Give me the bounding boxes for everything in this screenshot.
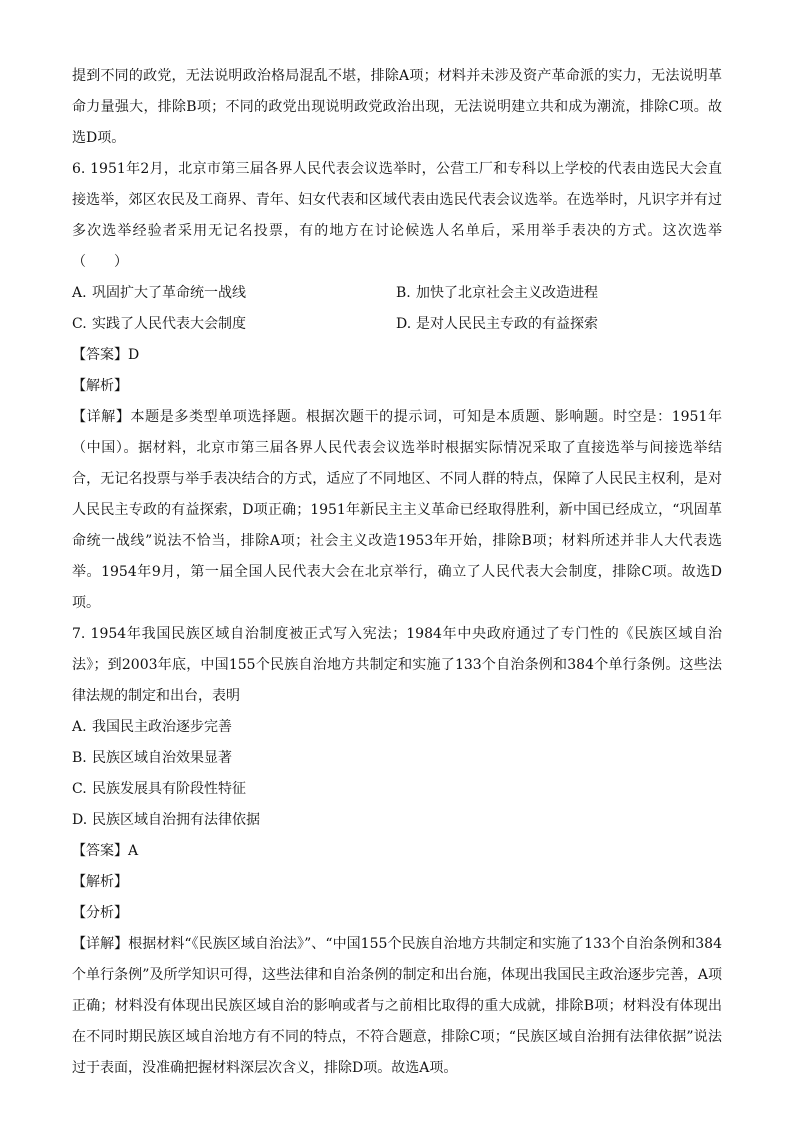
q7-options — [72, 712, 722, 836]
q6-option-b — [396, 278, 722, 309]
q7-detailed-explanation: 【详解】根据材料“《民族区域自治法》”、“中国155个民族自治地方共制定和实施了133个自治条例和384个单行条例”及所学知识可得，这些法律和自治条例的制定和出台施，体现出我国民主政治逐步完善，A项正确；材料没有体现出民族区域自治的影响或者与之前相比取得的重大成就，排除B项；材料没有体现出在不同时期民族区域自治地方有不同的特点，不符合题意，排除C项；“民族区域自治拥有法律依据”说法过于表面，没准确把握材料深层次含义，排除D项。故选A项。 — [72, 936, 722, 1076]
q6-options — [72, 278, 722, 340]
q6-option-a — [72, 278, 396, 309]
q7-option-a — [72, 712, 722, 743]
option-text: 民族发展具有阶段性特征 — [92, 781, 246, 797]
q5-explanation-continued: 提到不同的政党，无法说明政治格局混乱不堪，排除A项；材料并未涉及资产革命派的实力，无法说明革命力量强大，排除B项；不同的政党出现说明政党政治出现，无法说明建立共和成为潮流，排除C项。故选D项。 — [72, 68, 722, 146]
option-text: 我国民主政治逐步完善 — [92, 719, 232, 735]
q7-option-d — [72, 805, 722, 836]
q7-answer: 【答案】A — [72, 843, 139, 859]
q7-option-b — [72, 743, 722, 774]
q6-answer: 【答案】D — [72, 347, 140, 363]
option-letter: C. — [72, 316, 87, 332]
q6-option-d — [396, 309, 722, 340]
option-letter: A. — [72, 719, 87, 735]
option-letter: C. — [72, 781, 87, 797]
option-text: 巩固扩大了革命统一战线 — [92, 285, 246, 301]
option-letter: A. — [72, 285, 87, 301]
q6-stem: 6. 1951年2月，北京市第三届各界人民代表会议选举时，公营工厂和专科以上学校的代表由选民大会直接选举，郊区农民及工商界、青年、妇女代表和区域代表由选民代表会议选举。在选举时，凡识字并有过多次选举经验者采用无记名投票，有的地方在讨论候选人名单后，采用举手表决的方式。这次选举（ ） — [72, 161, 722, 270]
q7-analysis-heading: 【解析】 — [72, 874, 128, 890]
q7-analysis-subheading: 【分析】 — [72, 905, 128, 921]
q7-stem: 7. 1954年我国民族区域自治制度被正式写入宪法；1984年中央政府通过了专门性的《民族区域自治法》；到2003年底，中国155个民族自治地方共制定和实施了133个自治条例和384个单行条例。这些法律法规的制定和出台，表明 — [72, 626, 722, 704]
option-text: 是对人民民主专政的有益探索 — [416, 316, 598, 332]
q6-analysis-heading: 【解析】 — [72, 378, 128, 394]
q7-option-c — [72, 774, 722, 805]
option-text: 加快了北京社会主义改造进程 — [416, 285, 598, 301]
option-letter: B. — [72, 750, 87, 766]
option-text: 实践了人民代表大会制度 — [92, 316, 246, 332]
option-letter: D. — [396, 316, 412, 332]
option-letter: D. — [72, 812, 88, 828]
option-text: 民族区域自治效果显著 — [92, 750, 232, 766]
option-letter: B. — [396, 285, 411, 301]
q6-detailed-explanation: 【详解】本题是多类型单项选择题。根据次题干的提示词，可知是本质题、影响题。时空是：1951年（中国）。据材料，北京市第三届各界人民代表会议选举时根据实际情况采取了直接选举与间接选举结合，无记名投票与举手表决结合的方式，适应了不同地区、不同人群的特点，保障了人民民主权利，是对人民民主专政的有益探索，D项正确；1951年新民主主义革命已经取得胜利，新中国已经成立，“巩固革命统一战线”说法不恰当，排除A项；社会主义改造1953年开始，排除B项；材料所述并非人大代表选举。1954年9月，第一届全国人民代表大会在北京举行，确立了人民代表大会制度，排除C项。故选D项。 — [72, 409, 722, 611]
option-text: 民族区域自治拥有法律依据 — [92, 812, 260, 828]
q6-option-c — [72, 309, 396, 340]
